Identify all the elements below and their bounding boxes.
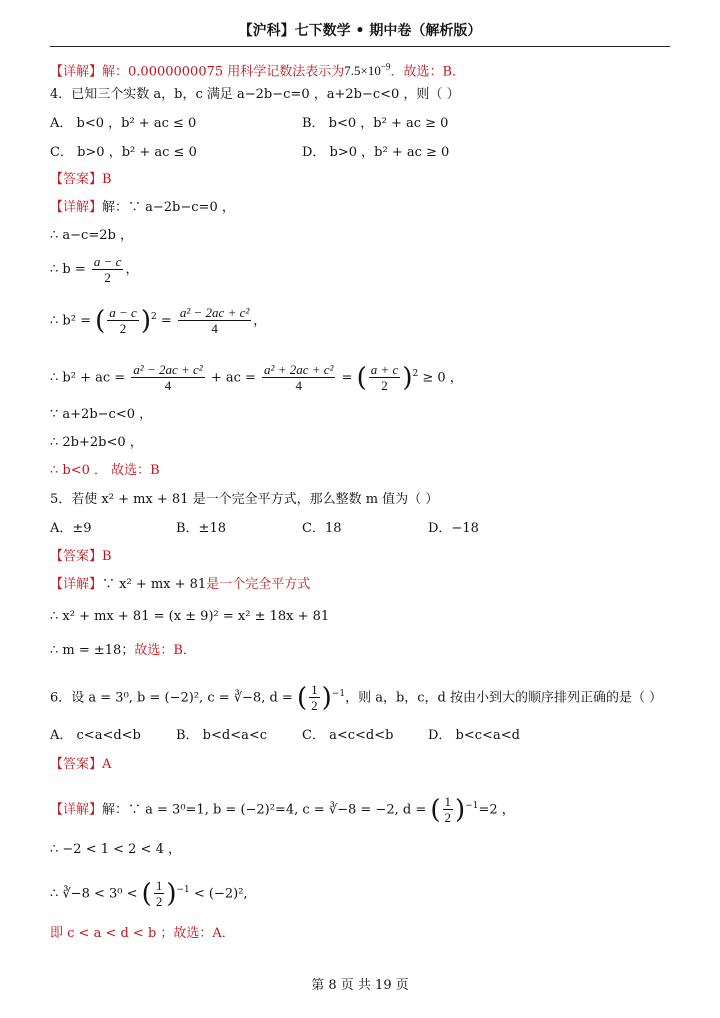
prev-detail-text: 解：0.0000000075 用科学记数法表示为 (102, 64, 345, 80)
q6-detail-line-3: ∴ ∛−8 < 3⁰ < ( $\frac{1}{2}$ )$^{-1}$ < (−2)², (50, 878, 248, 910)
q5-detail-l3a: ∴ m = ±18； (50, 643, 135, 658)
header-rule (50, 46, 670, 47)
q5-detail-line-2: ∴ x² + mx + 81 = (x ± 9)² = x² ± 18x + 81 (50, 609, 330, 624)
q6-detail-tag: 【详解】 (50, 802, 103, 818)
q4-answer: 【答案】B (50, 172, 112, 187)
q4-option-b: B． b<0 ，b² + ac ≥ 0 (302, 116, 449, 131)
fraction-a-minus-c-over-2: $\frac{a - c}{2}$ (93, 254, 122, 285)
q4-detail-l3: ∴ b = (50, 262, 86, 277)
prev-detail-tag: 【详解】 (50, 64, 103, 80)
q6-stem-a: 6．设 a = 3⁰, b = (−2)², c = ∛−8, d = (50, 690, 293, 706)
q5-stem: 5．若使 x² + mx + 81 是一个完全平方式，那么整数 m 值为（ ） (50, 492, 439, 507)
prev-detail-line (50, 58, 465, 81)
q6-answer: 【答案】A (50, 757, 112, 772)
q5-detail-l3b: 故选：B． (134, 643, 196, 658)
q4-detail-line-5: ∴ b² + ac = $\frac{\text{a² − 2ac + c²}}{4}$ + ac = $\frac{\text{a² + 2ac + c²}}{4}$ = ( $\frac{a + c}{2}$ )$^2$ ≥ 0 ， (50, 362, 463, 394)
q5-detail-a: ∵ x² + mx + 81 (102, 577, 207, 592)
q5-detail-line-3 (50, 642, 196, 660)
q4-detail-line-2: ∴ a−c=2b ， (50, 228, 133, 243)
q4-detail-line-3: ∴ b = $\frac{a - c}{2}$ ， (50, 254, 139, 285)
prev-detail-tail: ．故选：B． (390, 64, 465, 80)
q5-option-a: A．±9 (50, 521, 92, 536)
q6-option-a: A． c<a<d<b (50, 728, 141, 743)
q6-detail-line-1: 【详解】解：∵ a = 3⁰=1, b = (−2)²=4, c = ∛−8 = −2, d = ( $\frac{1}{2}$ )$^{-1}$=2 ， (50, 794, 515, 826)
q6-d3a: ∴ ∛−8 < 3⁰ < (50, 886, 138, 902)
q6-d1b: =2 ， (478, 802, 515, 818)
q4-option-a: A． b<0 ，b² + ac ≤ 0 (50, 116, 197, 131)
q6-option-c: C． a<c<d<b (302, 728, 394, 743)
q4-detail-line-8: ∴ b<0 ． 故选：B (50, 463, 160, 478)
q5-detail-b: 是一个完全平方式 (206, 577, 311, 592)
q4-detail-line-1 (50, 199, 235, 217)
q4-detail-line-7: ∴ 2b+2b<0 ， (50, 435, 143, 450)
q4-stem: 4．已知三个实数 a，b，c 满足 a−2b−c=0 ，a+2b−c<0 ，则（ ） (50, 87, 460, 102)
q4-detail-line-4: ∴ b² = ( $\frac{a - c}{2}$ )$^2$ = $\frac{\text{a² − 2ac + c²}}{4}$ ， (50, 305, 267, 337)
q5-answer: 【答案】B (50, 549, 112, 564)
prev-detail-math-exp: −9 (380, 62, 391, 72)
q5-detail-line-1 (50, 576, 310, 594)
q5-detail-tag: 【详解】 (50, 577, 103, 592)
q5-option-d: D．−18 (428, 521, 479, 536)
page-footer: 第 8 页 共 19 页 (311, 978, 409, 993)
q6-d3b: < (−2)², (193, 886, 248, 902)
prev-detail-math (344, 63, 390, 78)
q4-option-c: C． b>0 ，b² + ac ≤ 0 (50, 145, 197, 160)
q4-detail-l4: ∴ b² = (50, 313, 91, 329)
q4-detail-l1: 解：∵ a−2b−c=0 ， (102, 200, 235, 215)
q6-detail-line-4: 即 c < a < d < b ；故选：A． (50, 926, 235, 941)
page-header: 【沪科】七下数学 • 期中卷（解析版） (238, 23, 482, 39)
q6-detail-line-2: ∴ −2 < 1 < 2 < 4 ， (50, 842, 181, 857)
q4-detail-tag: 【详解】 (50, 200, 103, 215)
q4-detail-line-6: ∵ a+2b−c<0 ， (50, 407, 153, 422)
q4-detail-l5: ∴ b² + ac = (50, 370, 126, 386)
q6-stem: 6．设 a = 3⁰, b = (−2)², c = ∛−8, d = ( $\frac{1}{2}$ )$^{-1}$，则 a，b，c，d 按由小到大的顺序排列正确的是（ ） (50, 682, 663, 714)
q6-stem-b: ，则 a，b，c，d 按由小到大的顺序排列正确的是（ ） (345, 690, 663, 706)
q5-option-c: C．18 (302, 521, 342, 536)
q6-option-b: B． b<d<a<c (176, 728, 268, 743)
q5-option-b: B．±18 (176, 521, 226, 536)
q4-option-d: D． b>0 ，b² + ac ≥ 0 (302, 145, 450, 160)
prev-detail-math-base: 7.5×10 (344, 63, 381, 79)
q6-d1a: 解：∵ a = 3⁰=1, b = (−2)²=4, c = ∛−8 = −2, d = (102, 802, 427, 818)
q6-option-d: D． b<c<a<d (428, 728, 520, 743)
